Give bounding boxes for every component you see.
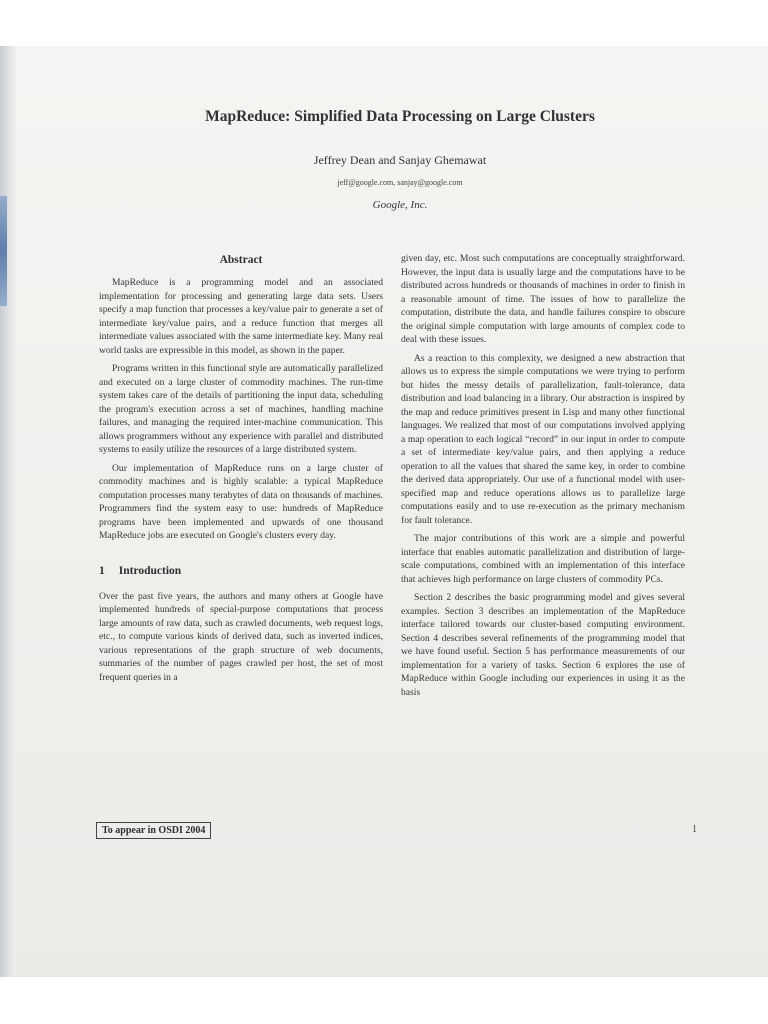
paper-authors: Jeffrey Dean and Sanjay Ghemawat: [313, 153, 487, 167]
abstract-heading: Abstract: [219, 254, 263, 266]
author-affiliation: Google, Inc.: [372, 199, 428, 211]
abstract-paragraph: Programs written in this functional style are automatically parallelized and executed on a large cluster of commodity machines. The run-time system takes care of the details of partitioning the input data, scheduling the program's execution across a set of machines, handling machine failures, and managing the required inter-machine communication. This allows programmers without any experience with parallel and distributed systems to easily utilize the resources of a large distributed system.: [99, 363, 383, 455]
body-paragraph: The major contributions of this work are a simple and powerful interface that enables automatic parallelization and distribution of large-scale computations, combined with an implementation of this interface that achieves high performance on large clusters of commodity PCs.: [401, 533, 685, 585]
section-heading-introduction: [99, 565, 383, 577]
body-paragraph: As a reaction to this complexity, we designed a new abstraction that allows us to express the simple computations we were trying to perform but hides the messy details of parallelization, fault-tolerance, data distribution and load balancing in a library. Our abstraction is inspired by the map and reduce primitives present in Lisp and many other functional languages. We realized that most of our computations involved applying a map operation to each logical “record” in our input in order to compute a set of intermediate key/value pairs, and then applying a reduce operation to all the values that shared the same key, in order to combine the derived data appropriately. Our use of a functional model with user-specified map and reduce operations allows us to parallelize large computations easily and to use re-execution as the primary mechanism for fault tolerance.: [401, 352, 685, 526]
body-paragraph: Section 2 describes the basic programming model and gives several examples. Section 3 describes an implementation of the MapReduce interface tailored towards our cluster-based computing environment. Section 4 describes several refinements of the programming model that we have found useful. Section 5 has performance measurements of our implementation for a variety of tasks. Section 6 explores the use of MapReduce within Google including our experiences in using it as the basis: [401, 592, 685, 698]
paper-title: MapReduce: Simplified Data Processing on Large Clusters: [205, 108, 595, 125]
intro-paragraph: Over the past five years, the authors and many others at Google have implemented hundreds of special-purpose computations that process large amounts of raw data, such as crawled documents, web request logs, etc., to compute various kinds of derived data, such as inverted indices, various representations of the graph structure of web documents, summaries of the number of pages crawled per host, the set of most frequent queries in a: [99, 590, 383, 683]
abstract-paragraph: Our implementation of MapReduce runs on a large cluster of commodity machines and is highly scalable: a typical MapReduce computation processes many terabytes of data on thousands of machines. Programmers find the system easy to use: hundreds of MapReduce programs have been implemented and upwards of one thousand MapReduce jobs are executed on Google's clusters every day.: [99, 462, 383, 541]
photo-left-edge: [0, 46, 16, 977]
body-paragraph: given day, etc. Most such computations are conceptually straightforward. However, the input data is usually large and the computations have to be distributed across hundreds or thousands of machines in order to finish in a reasonable amount of time. The issues of how to parallelize the computation, distribute the data, and handle failures conspire to obscure the original simple computation with large amounts of complex code to deal with these issues.: [401, 253, 685, 345]
author-emails: jeff@google.com, sanjay@google.com: [337, 178, 463, 187]
photo-top-background: [0, 0, 768, 46]
publication-note: To appear in OSDI 2004: [96, 822, 211, 839]
section-title: Introduction: [118, 564, 182, 577]
page-number: 1: [692, 824, 697, 835]
abstract-paragraph: MapReduce is a programming model and an associated implementation for processing and generating large data sets. Users specify a map function that processes a key/value pair to generate a set of intermediate key/value pairs, and a reduce function that merges all intermediate values associated with the same intermediate key. Many real world tasks are expressible in this model, as shown in the paper.: [99, 277, 383, 356]
photo-bottom-background: [0, 977, 768, 1024]
right-column: [401, 252, 685, 704]
left-column: [99, 252, 383, 689]
blue-object-edge: [0, 196, 7, 306]
section-number: 1: [99, 564, 105, 577]
